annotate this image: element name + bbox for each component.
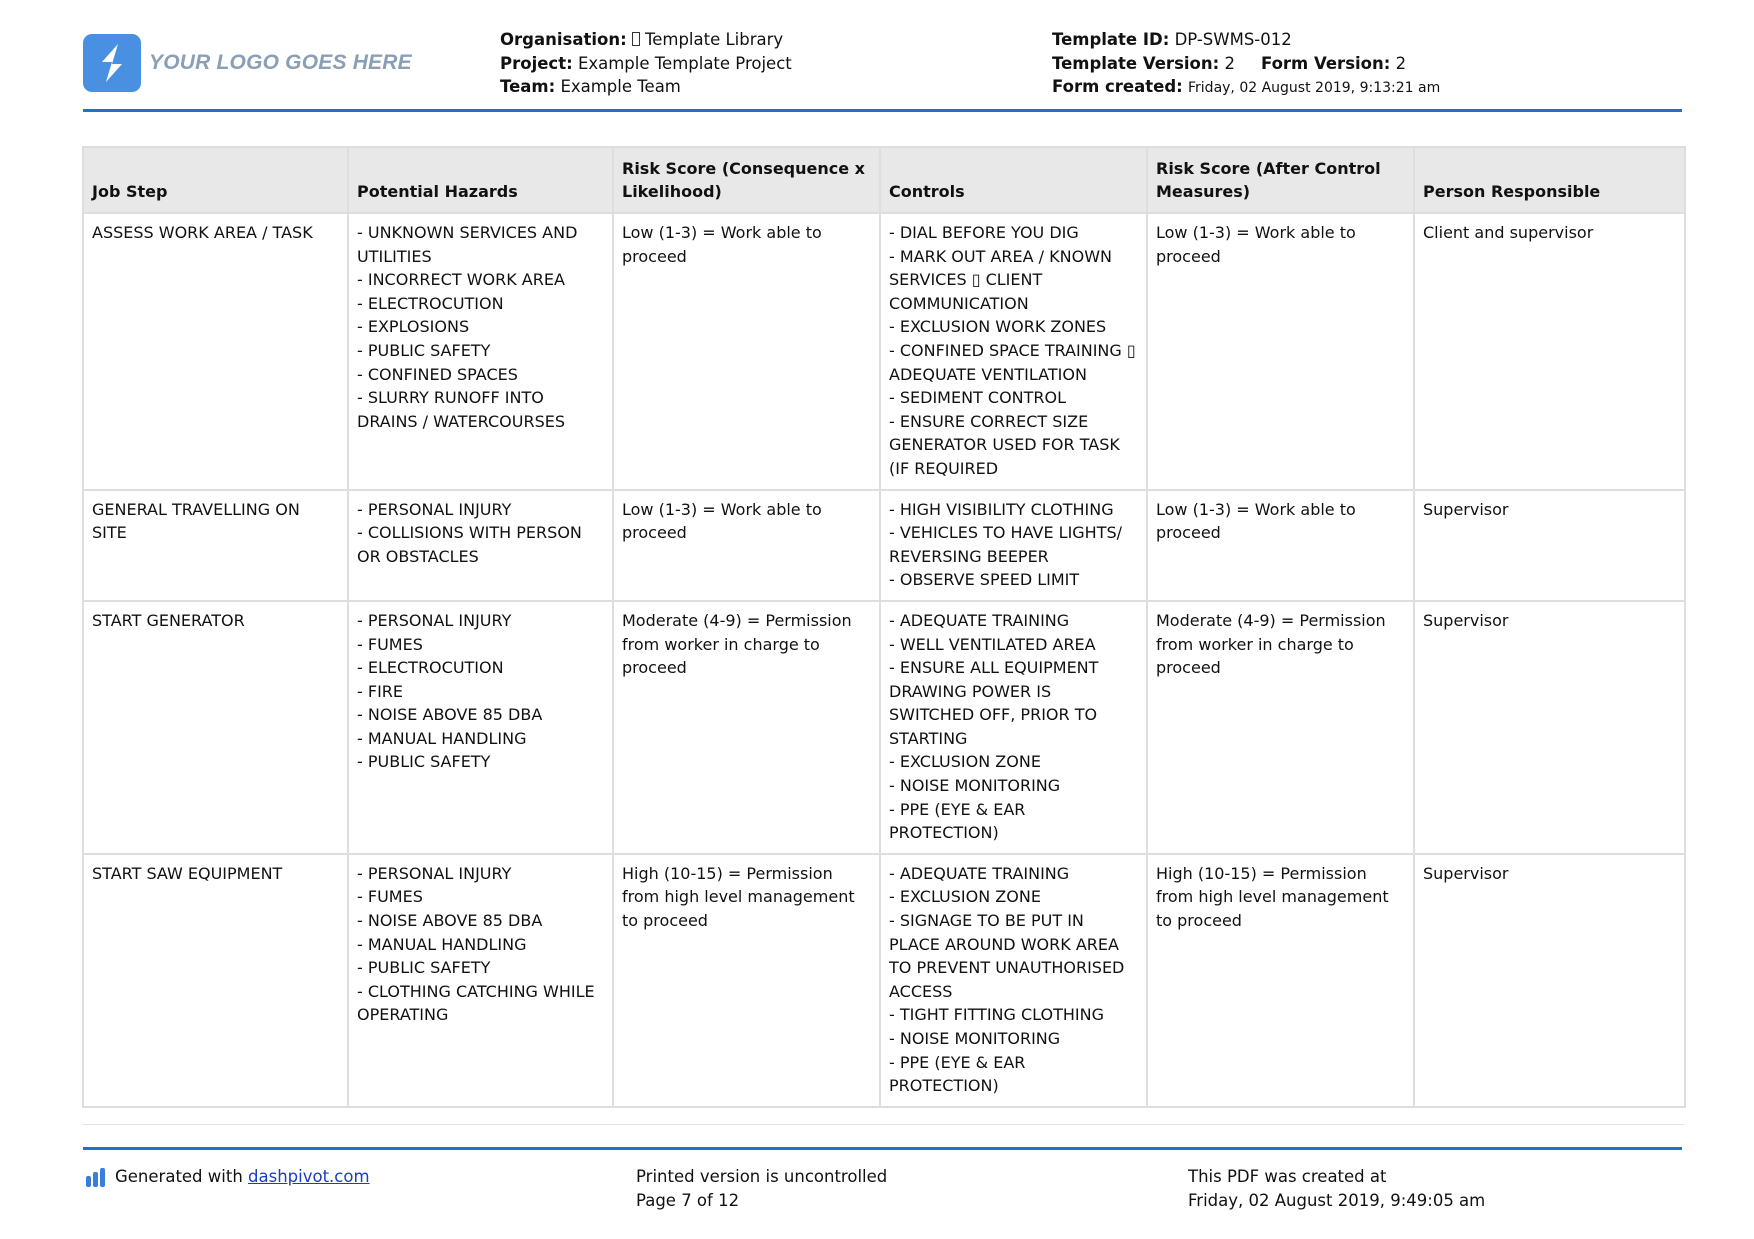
job-step-cell: START GENERATOR xyxy=(83,601,348,854)
form-version-value: 2 xyxy=(1395,53,1407,73)
hazard-item: - PERSONAL INJURY xyxy=(357,863,512,883)
hazard-item: - SLURRY RUNOFF INTO DRAINS / WATERCOURSES xyxy=(357,388,566,431)
project-label: Project: xyxy=(500,53,573,73)
form-version-label: Form Version: xyxy=(1260,53,1391,73)
person-responsible-cell: Supervisor xyxy=(1414,601,1685,854)
risk-score-cell: Moderate (4-9) = Permission from worker in charge to proceed xyxy=(613,601,880,854)
person-responsible-cell: Client and supervisor xyxy=(1414,213,1685,490)
dashpivot-link[interactable]: dashpivot.com xyxy=(248,1167,370,1186)
project-value: Example Template Project xyxy=(577,53,792,73)
column-header-person-responsible: Person Responsible xyxy=(1414,147,1685,213)
control-item: - ENSURE ALL EQUIPMENT DRAWING POWER IS SWITCHED OFF, PRIOR TO STARTING xyxy=(889,658,1099,748)
risk-after-cell: High (10-15) = Permission from high level management to proceed xyxy=(1147,854,1414,1107)
template-id-value: DP-SWMS-012 xyxy=(1174,30,1292,49)
job-step-cell: ASSESS WORK AREA / TASK xyxy=(83,213,348,490)
header-meta-organisation xyxy=(500,28,792,99)
organisation-label: Organisation: xyxy=(500,30,627,49)
controls-cell xyxy=(880,601,1147,854)
control-item: - ADEQUATE TRAINING xyxy=(889,610,1070,630)
hazard-item: - FUMES xyxy=(357,634,423,654)
job-step-cell: START SAW EQUIPMENT xyxy=(83,854,348,1107)
footer-generated xyxy=(86,1165,370,1189)
hazard-item: - NOISE ABOVE 85 DBA xyxy=(357,911,543,931)
risk-score-cell: Low (1-3) = Work able to proceed xyxy=(613,213,880,490)
controls-cell xyxy=(880,213,1147,490)
control-item: - SEDIMENT CONTROL xyxy=(889,388,1067,408)
hazard-item: - ELECTROCUTION xyxy=(357,658,504,678)
risk-after-cell: Moderate (4-9) = Permission from worker in charge to proceed xyxy=(1147,601,1414,854)
control-item: - MARK OUT AREA / KNOWN SERVICES ▯ CLIENT COMMUNICATION xyxy=(889,246,1112,313)
column-header-potential-hazards: Potential Hazards xyxy=(348,147,613,213)
hazard-item: - PERSONAL INJURY xyxy=(357,499,512,519)
swms-table xyxy=(82,146,1686,1108)
hazard-item: - NOISE ABOVE 85 DBA xyxy=(357,705,543,725)
hazards-cell xyxy=(348,854,613,1107)
uncontrolled-notice: Printed version is uncontrolled xyxy=(636,1167,888,1186)
column-header-risk-score-after: Risk Score (After Control Measures) xyxy=(1147,147,1414,213)
risk-score-cell: High (10-15) = Permission from high level management to proceed xyxy=(613,854,880,1107)
risk-after-cell: Low (1-3) = Work able to proceed xyxy=(1147,213,1414,490)
logo xyxy=(83,34,412,92)
hazard-item: - FUMES xyxy=(357,887,423,907)
hazard-item: - EXPLOSIONS xyxy=(357,317,470,337)
controls-cell xyxy=(880,490,1147,601)
person-responsible-cell: Supervisor xyxy=(1414,854,1685,1107)
template-version-label: Template Version: xyxy=(1052,53,1220,73)
logo-icon xyxy=(83,34,141,92)
hazard-item: - PERSONAL INJURY xyxy=(357,610,512,630)
column-header-controls: Controls xyxy=(880,147,1147,213)
table-row xyxy=(83,490,1685,601)
footer-pdf-created xyxy=(1188,1165,1485,1212)
control-item: - EXCLUSION ZONE xyxy=(889,752,1041,772)
template-version-value: 2 xyxy=(1224,53,1235,73)
control-item: - NOISE MONITORING xyxy=(889,776,1061,796)
column-header-risk-score: Risk Score (Consequence x Likelihood) xyxy=(613,147,880,213)
control-item: - WELL VENTILATED AREA xyxy=(889,634,1096,654)
generated-prefix: Generated with xyxy=(115,1167,249,1186)
risk-score-cell: Low (1-3) = Work able to proceed xyxy=(613,490,880,601)
control-item: - PPE (EYE & EAR PROTECTION) xyxy=(889,799,1026,843)
controls-cell xyxy=(880,854,1147,1107)
table-bottom-divider xyxy=(82,1124,1684,1125)
hazard-item: - ELECTROCUTION xyxy=(357,293,504,313)
table-header-row xyxy=(83,147,1685,213)
form-created-label: Form created: xyxy=(1052,77,1183,96)
table-row xyxy=(83,601,1685,854)
table-row xyxy=(83,213,1685,490)
hazard-item: - PUBLIC SAFETY xyxy=(357,752,491,772)
control-item: - DIAL BEFORE YOU DIG xyxy=(889,223,1079,242)
control-item: - TIGHT FITTING CLOTHING xyxy=(889,1005,1104,1025)
control-item: - VEHICLES TO HAVE LIGHTS/ REVERSING BEEPER xyxy=(889,523,1123,566)
pdf-created-label: This PDF was created at xyxy=(1188,1167,1387,1186)
control-item: - NOISE MONITORING xyxy=(889,1029,1061,1048)
hazard-item: - PUBLIC SAFETY xyxy=(357,340,491,360)
hazard-item: - FIRE xyxy=(357,681,404,701)
column-header-job-step: Job Step xyxy=(83,147,348,213)
hazard-item: - CLOTHING CATCHING WHILE OPERATING xyxy=(357,981,595,1025)
team-value: Example Team xyxy=(560,77,681,96)
document-header xyxy=(83,28,1683,108)
control-item: - OBSERVE SPEED LIMIT xyxy=(889,570,1080,590)
hazard-item: - CONFINED SPACES xyxy=(357,364,518,384)
form-created-value: Friday, 02 August 2019, 9:13:21 am xyxy=(1188,80,1441,96)
control-item: - EXCLUSION ZONE xyxy=(889,887,1041,907)
footer-divider xyxy=(83,1147,1682,1150)
control-item: - HIGH VISIBILITY CLOTHING xyxy=(889,499,1114,519)
table-row xyxy=(83,854,1685,1107)
hazard-item: - MANUAL HANDLING xyxy=(357,934,527,954)
hazard-item: - PUBLIC SAFETY xyxy=(357,958,491,978)
hazard-item: - COLLISIONS WITH PERSON OR OBSTACLES xyxy=(357,523,582,566)
header-meta-template xyxy=(1052,28,1440,101)
hazard-item: - INCORRECT WORK AREA xyxy=(357,270,565,290)
missing-glyph-icon xyxy=(632,32,640,46)
organisation-value: Template Library xyxy=(644,30,784,49)
hazards-cell xyxy=(348,490,613,601)
control-item: - EXCLUSION WORK ZONES xyxy=(889,317,1107,337)
hazards-cell xyxy=(348,213,613,490)
hazard-item: - MANUAL HANDLING xyxy=(357,728,527,748)
page-number: Page 7 of 12 xyxy=(636,1190,740,1210)
template-id-label: Template ID: xyxy=(1052,30,1170,49)
control-item: - ENSURE CORRECT SIZE GENERATOR USED FOR TASK (IF REQUIRED xyxy=(889,411,1120,478)
control-item: - SIGNAGE TO BE PUT IN PLACE AROUND WORK AREA TO PREVENT UNAUTHORISED ACCESS xyxy=(889,911,1125,1001)
job-step-cell: GENERAL TRAVELLING ON SITE xyxy=(83,490,348,601)
person-responsible-cell: Supervisor xyxy=(1414,490,1685,601)
pdf-created-timestamp: Friday, 02 August 2019, 9:49:05 am xyxy=(1188,1190,1486,1210)
swms-table-container xyxy=(82,146,1684,1108)
team-label: Team: xyxy=(500,77,556,96)
logo-text: YOUR LOGO GOES HERE xyxy=(149,51,412,74)
header-divider xyxy=(83,109,1682,112)
hazard-item: - UNKNOWN SERVICES AND UTILITIES xyxy=(357,223,578,266)
control-item: - ADEQUATE TRAINING xyxy=(889,863,1070,883)
control-item: - CONFINED SPACE TRAINING ▯ ADEQUATE VENTILATION xyxy=(889,340,1136,384)
dashpivot-icon xyxy=(86,1167,107,1187)
risk-after-cell: Low (1-3) = Work able to proceed xyxy=(1147,490,1414,601)
control-item: - PPE (EYE & EAR PROTECTION) xyxy=(889,1052,1026,1096)
footer-print-info xyxy=(636,1165,887,1212)
hazards-cell xyxy=(348,601,613,854)
